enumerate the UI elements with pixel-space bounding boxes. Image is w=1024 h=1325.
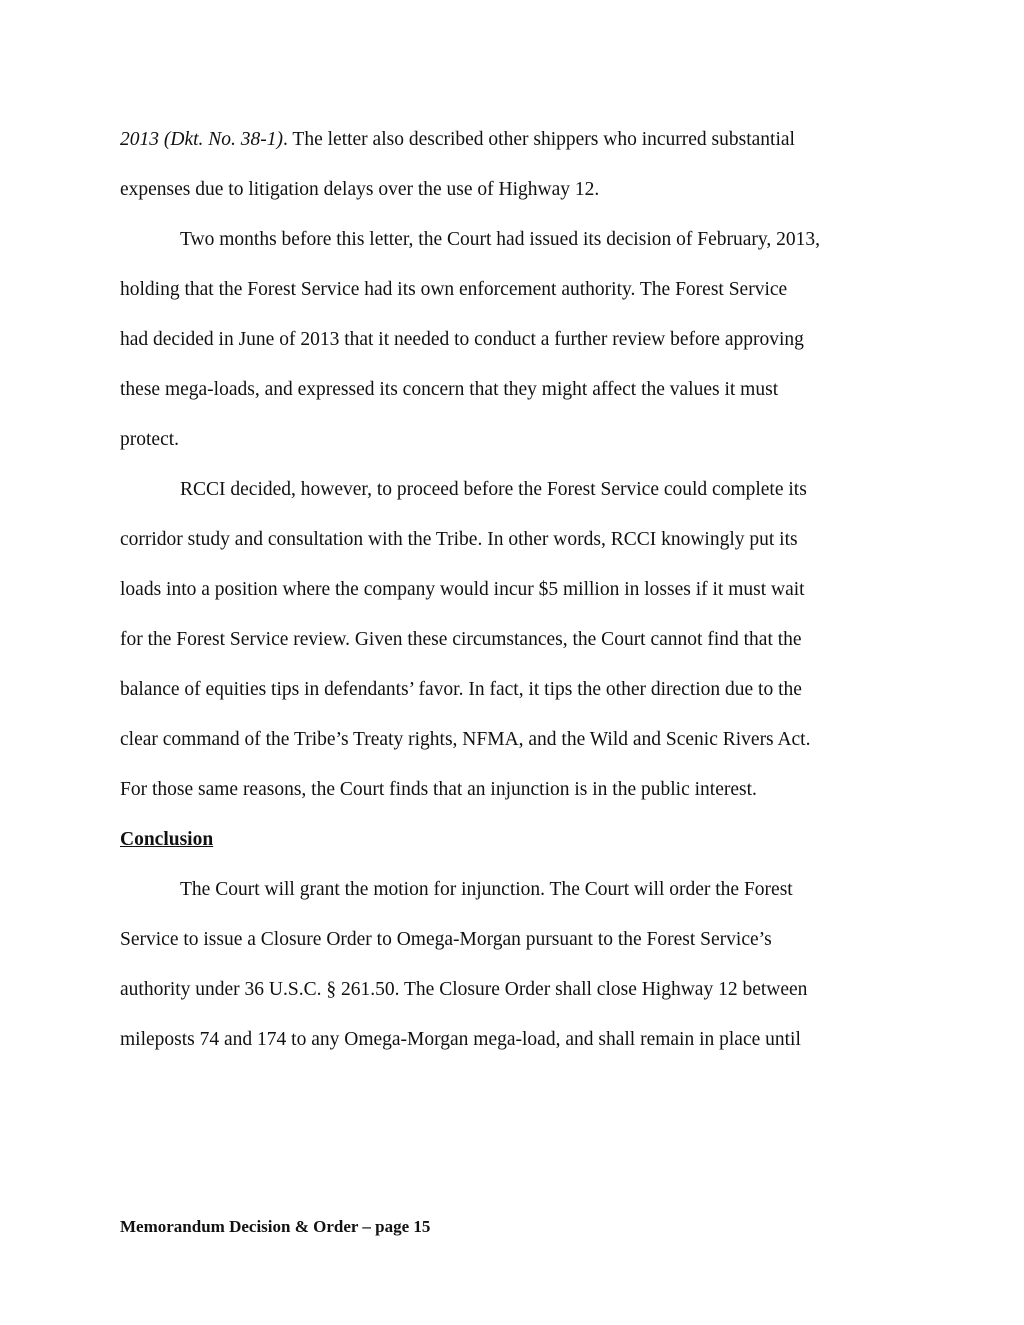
paragraph-4-line-3: authority under 36 U.S.C. § 261.50. The Closure Order shall close Highway 12 between bbox=[120, 979, 808, 1000]
paragraph-3-line-1: RCCI decided, however, to proceed before the Forest Service could complete its bbox=[180, 479, 807, 500]
paragraph-3-line-3: loads into a position where the company would incur $5 million in losses if it must wait bbox=[120, 579, 805, 600]
paragraph-1-line-2: expenses due to litigation delays over the use of Highway 12. bbox=[120, 179, 600, 200]
paragraph-3-line-6: clear command of the Tribe’s Treaty rights, NFMA, and the Wild and Scenic Rivers Act. bbox=[120, 729, 811, 750]
paragraph-1-line-1 bbox=[120, 115, 910, 165]
paragraph-3-line-7: For those same reasons, the Court finds that an injunction is in the public interest. bbox=[120, 779, 757, 800]
paragraph-1-line-1-text: . The letter also described other shippers who incurred substantial bbox=[283, 129, 795, 150]
paragraph-3-line-5: balance of equities tips in defendants’ favor. In fact, it tips the other direction due to the bbox=[120, 679, 802, 700]
paragraph-2-line-1: Two months before this letter, the Court had issued its decision of February, 2013, bbox=[180, 229, 820, 250]
paragraph-2-line-2: holding that the Forest Service had its own enforcement authority. The Forest Service bbox=[120, 279, 788, 300]
paragraph-4-line-1: The Court will grant the motion for injunction. The Court will order the Forest bbox=[180, 879, 793, 900]
paragraph-2-line-4: these mega-loads, and expressed its concern that they might affect the values it must bbox=[120, 379, 779, 400]
paragraph-4-line-2: Service to issue a Closure Order to Omega-Morgan pursuant to the Forest Service’s bbox=[120, 929, 772, 950]
paragraph-2-line-3: had decided in June of 2013 that it needed to conduct a further review before approving bbox=[120, 329, 804, 350]
paragraph-2-line-5: protect. bbox=[120, 429, 180, 450]
document-body bbox=[120, 115, 910, 1065]
page-footer: Memorandum Decision & Order – page 15 bbox=[120, 1217, 431, 1236]
paragraph-4-line-4: mileposts 74 and 174 to any Omega-Morgan mega-load, and shall remain in place until bbox=[120, 1029, 801, 1050]
paragraph-3-line-4: for the Forest Service review. Given these circumstances, the Court cannot find that the bbox=[120, 629, 802, 650]
conclusion-heading: Conclusion bbox=[120, 829, 214, 850]
docket-citation: 2013 (Dkt. No. 38-1) bbox=[120, 129, 284, 150]
paragraph-3-line-2: corridor study and consultation with the Tribe. In other words, RCCI knowingly put its bbox=[120, 529, 798, 550]
